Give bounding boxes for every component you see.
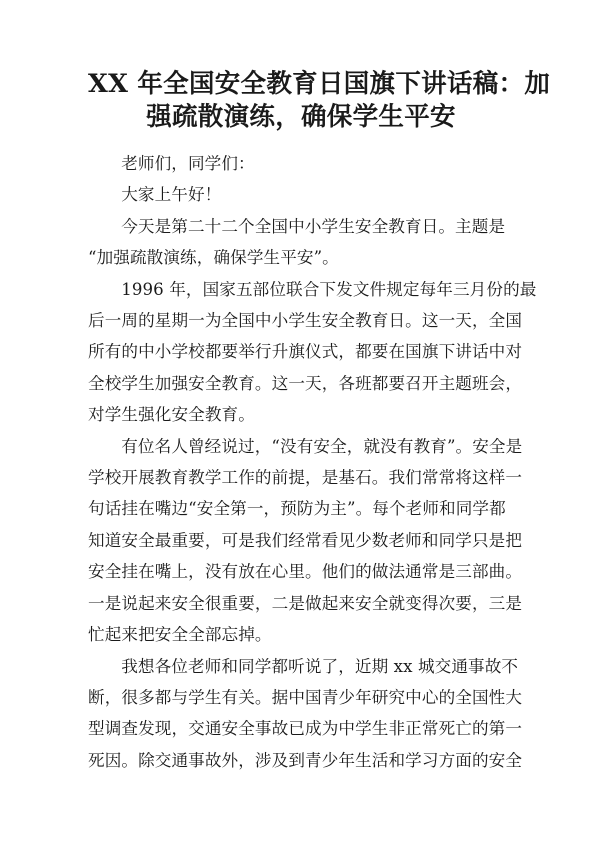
paragraph-traffic: [88, 651, 523, 777]
text-line: 所有的中小学校都要举行升旗仪式，都要在国旗下讲话中对: [88, 342, 523, 362]
title-line: XX 年全国安全教育日国旗下讲话稿：加: [88, 69, 551, 99]
text-line: 全校学生加强安全教育。这一天，各班都要召开主题班会，: [88, 373, 523, 393]
text-line: 我想各位老师和同学都听说了，近期 xx 城交通事故不: [121, 656, 519, 676]
text-line: 大家上午好！: [121, 185, 222, 205]
paragraph-theme: [88, 211, 514, 274]
document-body: [88, 148, 537, 776]
title-line: 强疏散演练，确保学生平安: [146, 102, 456, 132]
text-line: 学校开展教育教学工作的前提，是基石。我们常常将这样一: [88, 468, 523, 488]
text-line: 对学生强化安全教育。: [88, 405, 255, 425]
text-line: 后一周的星期一为全国中小学生安全教育日。这一天，全国: [88, 311, 523, 331]
text-line: 安全挂在嘴上，没有放在心里。他们的做法通常是三部曲。: [88, 562, 523, 582]
paragraph-greeting: [88, 179, 514, 210]
text-line: 型调查发现，交通安全事故已成为中学生非正常死亡的第一: [88, 719, 523, 739]
paragraph-salutation: [88, 148, 514, 179]
text-line: 忙起来把安全全部忘掉。: [88, 625, 272, 645]
text-line: 今天是第二十二个全国中小学生安全教育日。主题是: [121, 216, 506, 236]
text-line: 断，很多都与学生有关。据中国青少年研究中心的全国性大: [88, 687, 523, 707]
document-title: [88, 68, 551, 134]
text-line: 老师们，同学们：: [121, 154, 255, 173]
text-line: 死因。除交通事故外，涉及到青少年生活和学习方面的安全: [88, 750, 523, 770]
paragraph-history: [88, 274, 537, 431]
text-line: 有位名人曾经说过，“没有安全，就没有教育”。安全是: [121, 436, 523, 456]
text-line: 知道安全最重要，可是我们经常看见少数老师和同学只是把: [88, 530, 523, 550]
text-line: “加强疏散演练，确保学生平安”。: [88, 248, 339, 268]
paragraph-quote: [88, 431, 523, 651]
text-line: 一是说起来安全很重要，二是做起来安全就变得次要，三是: [88, 593, 523, 613]
text-line: 1996 年，国家五部位联合下发文件规定每年三月份的最: [121, 279, 537, 299]
text-line: 句话挂在嘴边“安全第一，预防为主”。每个老师和同学都: [88, 499, 506, 519]
